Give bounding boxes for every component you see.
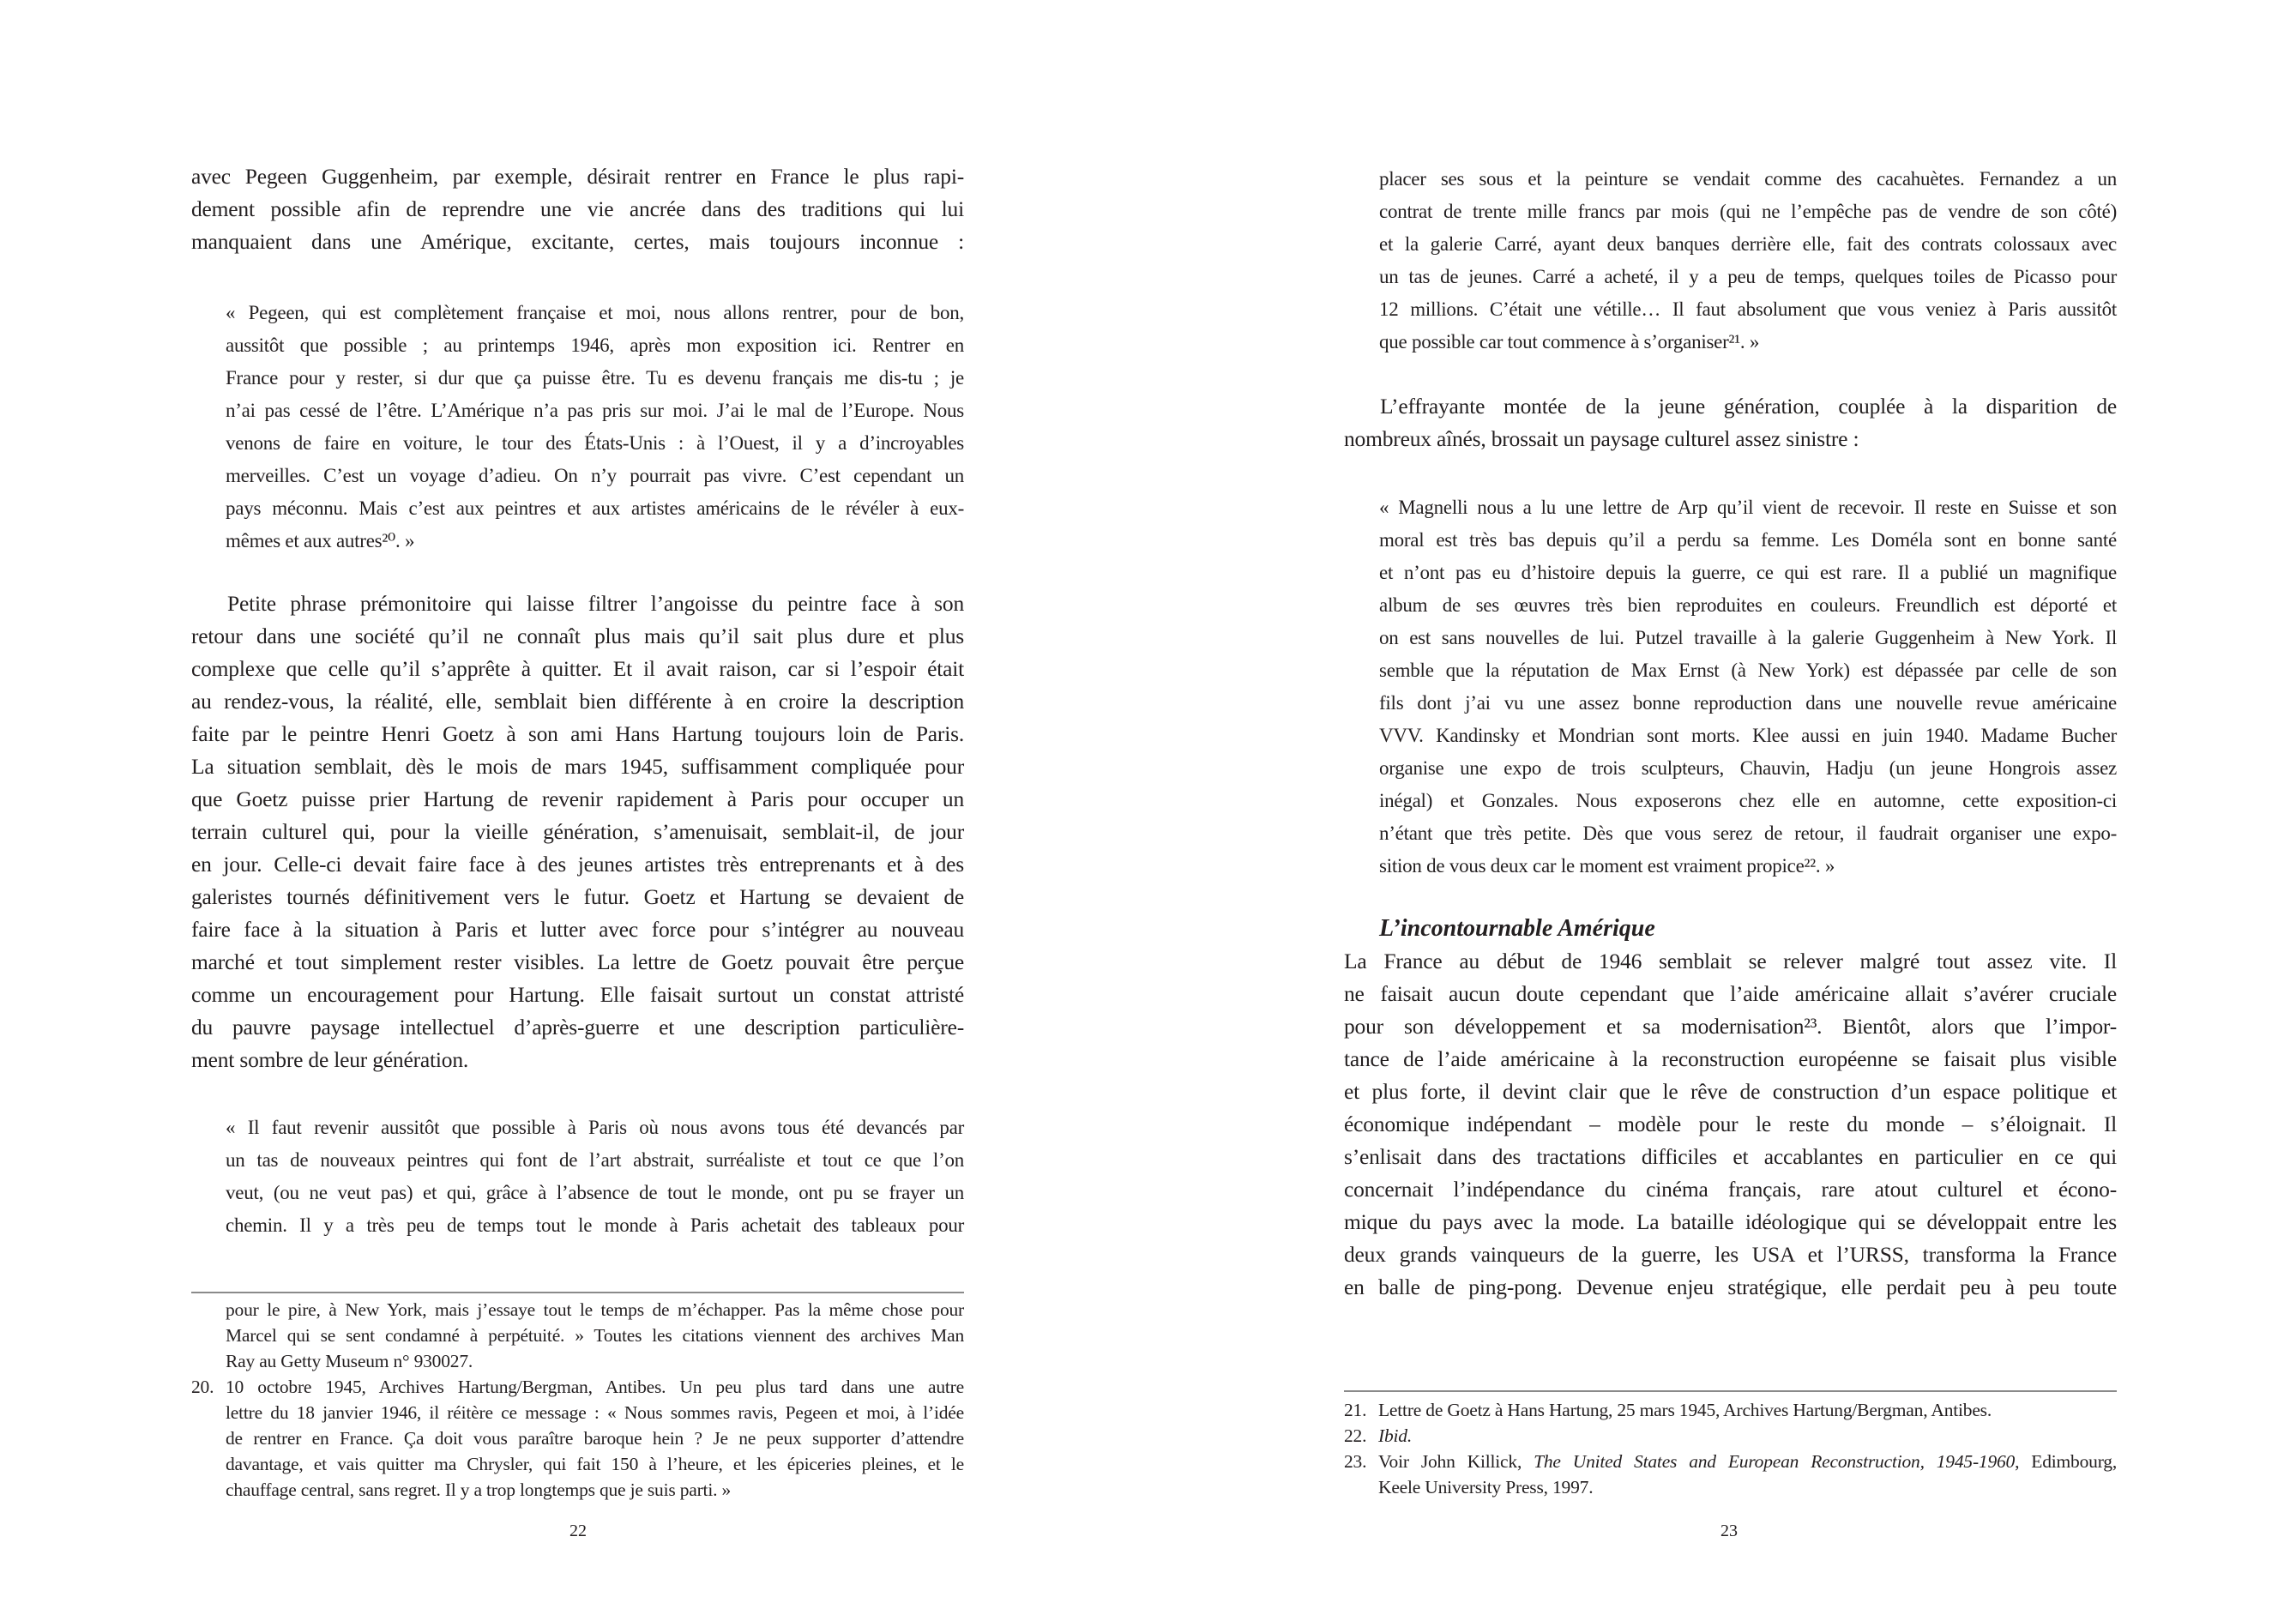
text: Lettre de Goetz à Hans Hartung, 25 mars 1945, Archives Hartung/Bergman, Antibes. [1378, 1400, 1992, 1420]
text: , Edimbourg, [2015, 1451, 2117, 1472]
paragraph [191, 588, 964, 1076]
text-line: et plus forte, il devint clair que le rêve de construction d’un espace politique et [1344, 1079, 2117, 1104]
text-line: VVV. Kandinsky et Mondrian sont morts. Klee aussi en juin 1940. Madame Bucher [1379, 725, 2117, 746]
text-line: n’ai pas cessé de l’être. L’Amérique n’a pas pris sur moi. J’ai le mal de l’Europe. Nous [226, 400, 964, 421]
text-line: mique du pays avec la mode. La bataille idéologique qui se développait entre les [1344, 1209, 2117, 1234]
footnote [1344, 1449, 2117, 1500]
text-line: en balle de ping-pong. Devenue enjeu stratégique, elle perdait peu à peu toute [1344, 1275, 2117, 1299]
text-line: du pauvre paysage intellectuel d’après-guerre et une description particulière- [191, 1015, 964, 1039]
text-line: faite par le peintre Henri Goetz à son ami Hans Hartung toujours loin de Paris. [191, 721, 964, 746]
text-line: un tas de nouveaux peintres qui font de l’art abstrait, surréaliste et tout ce que l’on [226, 1149, 964, 1171]
footnote [191, 1297, 964, 1374]
text-line: dement possible afin de reprendre une vie ancrée dans des traditions qui lui [191, 196, 964, 221]
text-line: contrat de trente mille francs par mois (qui ne l’empêche pas de vendre de son côté) [1379, 201, 2117, 222]
text: pour le pire, à New York, mais j’essaye tout le temps de m’échapper. Pas la même chose pour [226, 1299, 964, 1320]
paragraph [1344, 945, 2117, 1304]
footnotes [1344, 1397, 2117, 1500]
text-line: Petite phrase prémonitoire qui laisse filtrer l’angoisse du peintre face à son [227, 591, 964, 616]
text-line: en jour. Celle-ci devait faire face à des jeunes artistes très entreprenants et à des [191, 852, 964, 877]
page-number: 23 [1720, 1522, 1738, 1540]
text-line: deux grands vainqueurs de la guerre, les USA et l’URSS, transforma la France [1344, 1242, 2117, 1267]
footnote-line [226, 1297, 964, 1323]
page-number: 22 [569, 1522, 587, 1540]
footnote-line [226, 1477, 964, 1503]
text-line: s’enlisait dans des tractations difficiles et accablantes en particulier en ce qui [1344, 1144, 2117, 1169]
paragraph [191, 160, 964, 258]
footnote-line [1378, 1474, 2117, 1500]
text-line: terrain culturel qui, pour la vieille génération, s’amenuisait, semblait-il, de jour [191, 819, 964, 844]
footnote-line [226, 1374, 964, 1400]
text-line: et n’ont pas eu d’histoire depuis la guerre, ce qui est rare. Il a publié un magnifique [1379, 562, 2117, 583]
text-line: et la galerie Carré, ayant deux banques derrière elle, fait des contrats colossaux avec [1379, 233, 2117, 255]
italic-text: Ibid. [1378, 1425, 1413, 1446]
text-line: comme un encouragement pour Hartung. Elle faisait surtout un constat attristé [191, 982, 964, 1007]
text-line: La France au début de 1946 semblait se relever malgré tout assez vite. Il [1344, 949, 2117, 973]
text-line: inégal) et Gonzales. Nous exposerons chez elle en automne, cette exposition-ci [1379, 790, 2117, 811]
block-quote [226, 1112, 964, 1242]
text-line: semble que la réputation de Max Ernst (à New York) est dépassée par celle de son [1379, 660, 2117, 681]
text-line: La situation semblait, dès le mois de mars 1945, suffisamment compliquée pour [191, 754, 964, 779]
text-line: on est sans nouvelles de lui. Putzel travaille à la galerie Guggenheim à New York. Il [1379, 627, 2117, 648]
footnote [1344, 1397, 2117, 1423]
text: Ray au Getty Museum n° 930027. [226, 1351, 473, 1371]
text-line: « Il faut revenir aussitôt que possible à Paris où nous avons tous été devancés par [226, 1117, 964, 1138]
text-line: album de ses œuvres très bien reproduites en couleurs. Freundlich est déporté et [1379, 594, 2117, 616]
text-line: n’étant que très petite. Dès que vous serez de retour, il faudrait organiser une expo- [1379, 823, 2117, 844]
footnote-line [1378, 1397, 2117, 1423]
footnote-line [226, 1348, 964, 1374]
text-line: au rendez-vous, la réalité, elle, semblait bien différente à en croire la description [191, 689, 964, 714]
text-line: France pour y rester, si dur que ça puisse être. Tu es devenu français me dis-tu ; je [226, 367, 964, 389]
footnote [191, 1374, 964, 1503]
footnote-line [1378, 1449, 2117, 1474]
text-line: un tas de jeunes. Carré a acheté, il y a peu de temps, quelques toiles de Picasso pour [1379, 266, 2117, 287]
footnote [1344, 1423, 2117, 1449]
text-line: chemin. Il y a très peu de temps tout le monde à Paris achetait des tableaux pour [226, 1214, 964, 1236]
block-quote [1379, 491, 2117, 883]
text-line: placer ses sous et la peinture se vendait comme des cacahuètes. Fernandez a un [1379, 168, 2117, 190]
section-heading: L’incontournable Amérique [1379, 915, 1655, 942]
footnote-number: 21. [1344, 1400, 1367, 1420]
text-line: veut, (ou ne veut pas) et qui, grâce à l’absence de tout le monde, ont pu se frayer un [226, 1182, 964, 1203]
footnote-line [226, 1400, 964, 1425]
footnote-number: 20. [191, 1377, 214, 1397]
text-line: aussitôt que possible ; au printemps 1946, après mon exposition ici. Rentrer en [226, 334, 964, 356]
text-line: 12 millions. C’était une vétille… Il faut absolument que vous veniez à Paris aussitôt [1379, 298, 2117, 320]
footnote-line [226, 1451, 964, 1477]
text-line: économique indépendant – modèle pour le reste du monde – s’éloignait. Il [1344, 1112, 2117, 1136]
text-line: pays méconnu. Mais c’est aux peintres et aux artistes américains de le révéler à eux- [226, 497, 964, 519]
text-line: ment sombre de leur génération. [191, 1047, 469, 1072]
footnotes [191, 1297, 964, 1503]
text-line: faire face à la situation à Paris et lutter avec force pour s’intégrer au nouveau [191, 917, 964, 942]
text-line: fils dont j’ai vu une assez bonne reproduction dans une nouvelle revue américaine [1379, 692, 2117, 714]
text: Keele University Press, 1997. [1378, 1477, 1594, 1497]
block-quote [226, 297, 964, 557]
text-line: merveilles. C’est un voyage d’adieu. On n’y pourrait pas vivre. C’est cependant un [226, 465, 964, 486]
text-line: mêmes et aux autres²⁰. » [226, 530, 415, 551]
text: Marcel qui se sent condamné à perpétuité. » Toutes les citations viennent des archives Man [226, 1325, 964, 1346]
text-line: galeristes tournés définitivement vers le futur. Goetz et Hartung se devaient de [191, 884, 964, 909]
text-line: « Magnelli nous a lu une lettre de Arp qu’il vient de recevoir. Il reste en Suisse et son [1379, 497, 2117, 518]
text-line: « Pegeen, qui est complètement française et moi, nous allons rentrer, pour de bon, [226, 302, 964, 323]
text-line: retour dans une société qu’il ne connaît plus mais qu’il sait plus dure et plus [191, 624, 964, 648]
text-line: complexe que celle qu’il s’apprête à quitter. Et il avait raison, car si l’espoir était [191, 656, 964, 681]
text-line: concernait l’indépendance du cinéma français, rare atout culturel et écono- [1344, 1177, 2117, 1202]
text: Voir John Killick, [1378, 1451, 1534, 1472]
text-line: pour son développement et sa modernisation²³. Bientôt, alors que l’impor- [1344, 1014, 2117, 1039]
text-line: moral est très bas depuis qu’il a perdu sa femme. Les Doméla sont en bonne santé [1379, 529, 2117, 551]
text: chauffage central, sans regret. Il y a trop longtemps que je suis parti. » [226, 1479, 731, 1500]
text-line: organise une expo de trois sculpteurs, Chauvin, Hadju (un jeune Hongrois assez [1379, 757, 2117, 779]
footnote-line [226, 1425, 964, 1451]
text: de rentrer en France. Ça doit vous paraître baroque hein ? Je ne peux supporter d’attendre [226, 1428, 964, 1449]
text: davantage, et vais quitter ma Chrysler, qui fait 150 à l’heure, et les épiceries pleines, et le [226, 1454, 964, 1474]
footnote-line [226, 1323, 964, 1348]
text-line: ne faisait aucun doute cependant que l’aide américaine allait s’avérer cruciale [1344, 981, 2117, 1006]
text: 10 octobre 1945, Archives Hartung/Bergman, Antibes. Un peu plus tard dans une autre [226, 1377, 964, 1397]
footnote-divider [191, 1292, 964, 1293]
text-line: manquaient dans une Amérique, excitante, certes, mais toujours inconnue : [191, 229, 964, 254]
text-line: que Goetz puisse prier Hartung de revenir rapidement à Paris pour occuper un [191, 786, 964, 811]
text-line: nombreux aînés, brossait un paysage culturel assez sinistre : [1344, 426, 1859, 451]
text: lettre du 18 janvier 1946, il réitère ce message : « Nous sommes ravis, Pegeen et moi, à l’idée [226, 1402, 964, 1423]
footnote-divider [1344, 1390, 2117, 1392]
text-line: venons de faire en voiture, le tour des États-Unis : à l’Ouest, il y a d’incroyables [226, 432, 964, 454]
footnote-line [1378, 1423, 2117, 1449]
footnote-number: 23. [1344, 1451, 1367, 1472]
text-line: marché et tout simplement rester visibles. La lettre de Goetz pouvait être perçue [191, 949, 964, 974]
footnote-number: 22. [1344, 1425, 1367, 1446]
italic-text: The United States and European Reconstruction, 1945-1960 [1534, 1451, 2016, 1472]
text-line: sition de vous deux car le moment est vraiment propice²². » [1379, 855, 1835, 877]
text-line: avec Pegeen Guggenheim, par exemple, désirait rentrer en France le plus rapi- [191, 164, 964, 189]
paragraph [1344, 390, 2117, 455]
block-quote [1379, 163, 2117, 359]
text-line: que possible car tout commence à s’organiser²¹. » [1379, 331, 1760, 353]
text-line: tance de l’aide américaine à la reconstruction européenne se faisait plus visible [1344, 1046, 2117, 1071]
text-line: L’effrayante montée de la jeune génération, couplée à la disparition de [1380, 394, 2117, 419]
